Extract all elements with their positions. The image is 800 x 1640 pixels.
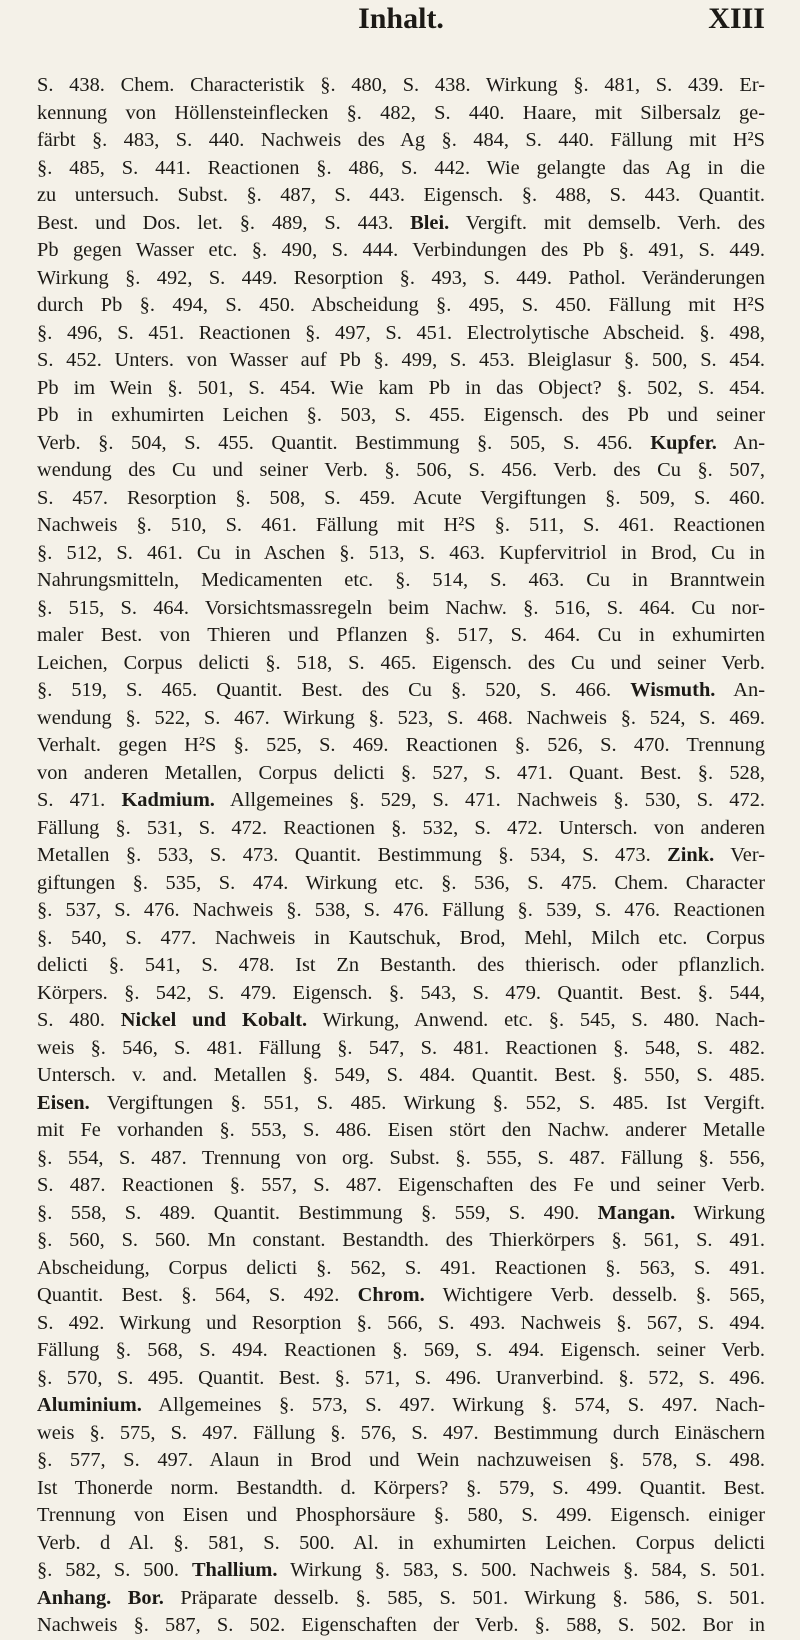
text-line: Pb im Wein §. 501, S. 454. Wie kam Pb in das Object? §. 502, S. 454. <box>37 376 765 399</box>
text-line: kennung von Höllensteinflecken §. 482, S. 440. Haare, mit Silbersalz ge- <box>37 101 765 124</box>
text-line: Eisen. Vergiftungen §. 551, S. 485. Wirkung §. 552, S. 485. Ist Vergift. <box>37 1091 765 1114</box>
text-line: §. 558, S. 489. Quantit. Bestimmung §. 559, S. 490. Mangan. Wirkung <box>37 1201 765 1224</box>
text-line: S. 480. Nickel und Kobalt. Wirkung, Anwend. etc. §. 545, S. 480. Nach- <box>37 1009 765 1031</box>
index-text <box>37 72 765 1640</box>
text-line: Ist Thonerde norm. Bestandth. d. Körpers? §. 579, S. 499. Quantit. Best. <box>37 1476 765 1499</box>
text-line: Verhalt. gegen H²S §. 525, S. 469. Reactionen §. 526, S. 470. Trennung <box>37 734 765 756</box>
text-line: Verb. §. 504, S. 455. Quantit. Bestimmung §. 505, S. 456. Kupfer. An- <box>37 431 765 454</box>
text-line: §. 577, S. 497. Alaun in Brod und Wein nachzuweisen §. 578, S. 498. <box>37 1449 765 1471</box>
text-line: Fällung §. 568, S. 494. Reactionen §. 569, S. 494. Eigensch. seiner Verb. <box>37 1339 765 1361</box>
text-line: §. 560, S. 560. Mn constant. Bestandth. des Thierkörpers §. 561, S. 491. <box>37 1229 765 1251</box>
page-title: Inhalt. <box>358 2 444 35</box>
text-line: S. 487. Reactionen §. 557, S. 487. Eigenschaften des Fe und seiner Verb. <box>37 1174 765 1196</box>
text-line: S. 438. Chem. Characteristik §. 480, S. 438. Wirkung §. 481, S. 439. Er- <box>37 74 765 96</box>
text-line: delicti §. 541, S. 478. Ist Zn Bestanth. des thierisch. oder pflanzlich. <box>37 954 765 976</box>
text-line: Körpers. §. 542, S. 479. Eigensch. §. 543, S. 479. Quantit. Best. §. 544, <box>37 981 765 1004</box>
text-line: S. 457. Resorption §. 508, S. 459. Acute Vergiftungen §. 509, S. 460. <box>37 486 765 509</box>
text-line: Anhang. Bor. Präparate desselb. §. 585, S. 501. Wirkung §. 586, S. 501. <box>37 1586 765 1609</box>
text-line: §. 540, S. 477. Nachweis in Kautschuk, Brod, Mehl, Milch etc. Corpus <box>37 926 765 949</box>
text-line: §. 515, S. 464. Vorsichtsmassregeln beim Nachw. §. 516, S. 464. Cu nor- <box>37 596 765 619</box>
text-line: durch Pb §. 494, S. 450. Abscheidung §. 495, S. 450. Fällung mit H²S <box>37 294 765 316</box>
text-line: S. 452. Unters. von Wasser auf Pb §. 499, S. 453. Bleiglasur §. 500, S. 454. <box>37 349 765 371</box>
text-line: S. 492. Wirkung und Resorption §. 566, S. 493. Nachweis §. 567, S. 494. <box>37 1311 765 1334</box>
text-line: §. 570, S. 495. Quantit. Best. §. 571, S. 496. Uranverbind. §. 572, S. 496. <box>37 1366 765 1389</box>
text-line: wendung §. 522, S. 467. Wirkung §. 523, S. 468. Nachweis §. 524, S. 469. <box>37 706 765 729</box>
text-line: §. 519, S. 465. Quantit. Best. des Cu §. 520, S. 466. Wismuth. An- <box>37 679 765 701</box>
text-line: S. 471. Kadmium. Allgemeines §. 529, S. 471. Nachweis §. 530, S. 472. <box>37 789 765 811</box>
text-line: §. 582, S. 500. Thallium. Wirkung §. 583, S. 500. Nachweis §. 584, S. 501. <box>37 1559 765 1581</box>
text-line: Pb gegen Wasser etc. §. 490, S. 444. Verbindungen des Pb §. 491, S. 449. <box>37 239 765 261</box>
text-line: Untersch. v. and. Metallen §. 549, S. 484. Quantit. Best. §. 550, S. 485. <box>37 1064 765 1086</box>
text-line: Pb in exhumirten Leichen §. 503, S. 455. Eigensch. des Pb und seiner <box>37 404 765 426</box>
text-line: §. 537, S. 476. Nachweis §. 538, S. 476. Fällung §. 539, S. 476. Reactionen <box>37 899 765 921</box>
text-line: Best. und Dos. let. §. 489, S. 443. Blei. Vergift. mit demselb. Verh. des <box>37 211 765 234</box>
text-line: Metallen §. 533, S. 473. Quantit. Bestimmung §. 534, S. 473. Zink. Ver- <box>37 844 765 866</box>
text-line: wendung des Cu und seiner Verb. §. 506, S. 456. Verb. des Cu §. 507, <box>37 459 765 481</box>
page-number: XIII <box>708 2 765 35</box>
text-line: von anderen Metallen, Corpus delicti §. 527, S. 471. Quant. Best. §. 528, <box>37 761 765 784</box>
text-line: Abscheidung, Corpus delicti §. 562, S. 491. Reactionen §. 563, S. 491. <box>37 1256 765 1279</box>
page-header <box>37 0 765 42</box>
text-line: Aluminium. Allgemeines §. 573, S. 497. Wirkung §. 574, S. 497. Nach- <box>37 1394 765 1416</box>
text-line: Trennung von Eisen und Phosphorsäure §. 580, S. 499. Eigensch. einiger <box>37 1504 765 1526</box>
text-line: mit Fe vorhanden §. 553, S. 486. Eisen stört den Nachw. anderer Metalle <box>37 1119 765 1141</box>
text-line: Quantit. Best. §. 564, S. 492. Chrom. Wichtigere Verb. desselb. §. 565, <box>37 1284 765 1306</box>
text-line: giftungen §. 535, S. 474. Wirkung etc. §. 536, S. 475. Chem. Character <box>37 871 765 894</box>
text-line: maler Best. von Thieren und Pflanzen §. 517, S. 464. Cu in exhumirten <box>37 624 765 646</box>
text-line: §. 485, S. 441. Reactionen §. 486, S. 442. Wie gelangte das Ag in die <box>37 156 765 179</box>
text-line: Nahrungsmitteln, Medicamenten etc. §. 514, S. 463. Cu in Branntwein <box>37 569 765 591</box>
text-line: weis §. 546, S. 481. Fällung §. 547, S. 481. Reactionen §. 548, S. 482. <box>37 1036 765 1059</box>
text-line: zu untersuch. Subst. §. 487, S. 443. Eigensch. §. 488, S. 443. Quantit. <box>37 184 765 206</box>
text-line: weis §. 575, S. 497. Fällung §. 576, S. 497. Bestimmung durch Einäschern <box>37 1421 765 1444</box>
text-line: Nachweis §. 587, S. 502. Eigenschaften der Verb. §. 588, S. 502. Bor in <box>37 1614 765 1636</box>
text-line: Wirkung §. 492, S. 449. Resorption §. 493, S. 449. Pathol. Veränderungen <box>37 266 765 289</box>
text-line: färbt §. 483, S. 440. Nachweis des Ag §. 484, S. 440. Fällung mit H²S <box>37 129 765 151</box>
text-line: Leichen, Corpus delicti §. 518, S. 465. Eigensch. des Cu und seiner Verb. <box>37 651 765 674</box>
text-line: Fällung §. 531, S. 472. Reactionen §. 532, S. 472. Untersch. von anderen <box>37 816 765 839</box>
text-line: Verb. d Al. §. 581, S. 500. Al. in exhumirten Leichen. Corpus delicti <box>37 1531 765 1554</box>
text-line: §. 512, S. 461. Cu in Aschen §. 513, S. 463. Kupfervitriol in Brod, Cu in <box>37 541 765 564</box>
text-line: Nachweis §. 510, S. 461. Fällung mit H²S §. 511, S. 461. Reactionen <box>37 514 765 536</box>
text-line: §. 496, S. 451. Reactionen §. 497, S. 451. Electrolytische Abscheid. §. 498, <box>37 321 765 344</box>
text-line: §. 554, S. 487. Trennung von org. Subst. §. 555, S. 487. Fällung §. 556, <box>37 1146 765 1169</box>
